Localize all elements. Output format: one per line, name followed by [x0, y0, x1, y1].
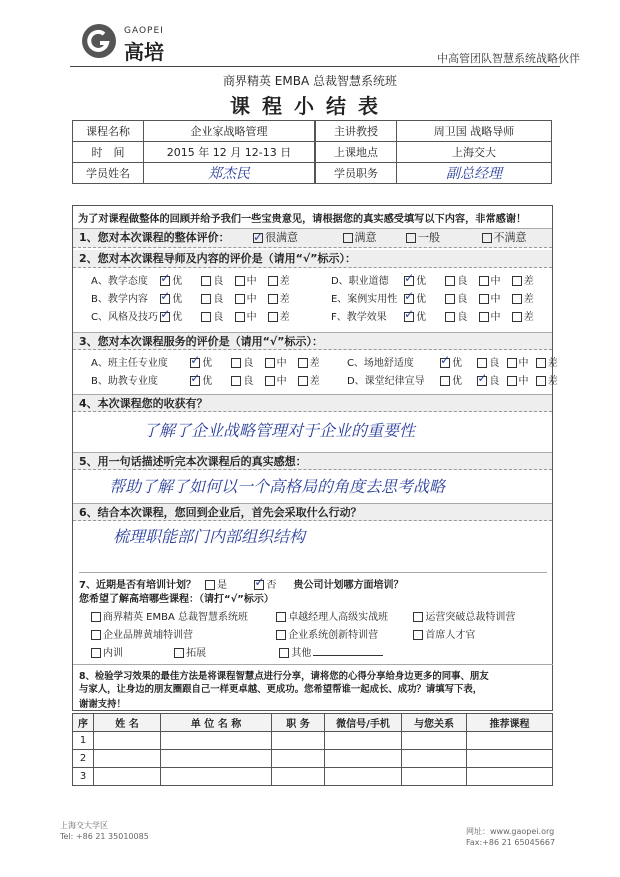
checkbox[interactable]	[276, 630, 286, 640]
course-label: 课程名称	[73, 121, 144, 142]
cell[interactable]	[272, 732, 325, 750]
grade-zhong[interactable]: 中	[235, 290, 265, 305]
grade-zhong[interactable]: 中	[265, 354, 295, 369]
q8-text-1: 8、检验学习效果的最佳方法是将课程智慧点进行分享，请将您的心得分享给身边更多的同事、朋友	[73, 664, 553, 682]
grade-cha[interactable]: 差	[268, 290, 328, 305]
checkbox[interactable]	[413, 630, 423, 640]
grade-you[interactable]: ✓ 优	[404, 272, 442, 287]
q7-row	[79, 572, 547, 591]
checkbox[interactable]	[479, 294, 489, 304]
table-row	[73, 750, 553, 768]
course-option[interactable]: 卓越经理人高级实战班	[276, 608, 410, 623]
q2-row-3	[91, 308, 534, 323]
teacher-label: 主讲教授	[316, 121, 397, 142]
cell[interactable]	[325, 768, 402, 786]
survey-box	[72, 205, 558, 711]
footer-website[interactable]: 网址：www.gaopei.org	[466, 827, 555, 836]
checkbox[interactable]	[507, 358, 517, 368]
grade-cha[interactable]: 差	[512, 272, 534, 287]
q4-header: 4、本次课程您的收获有？	[73, 394, 552, 412]
col-course: 推荐课程	[467, 714, 553, 732]
checkbox[interactable]	[512, 294, 522, 304]
cell[interactable]	[161, 732, 272, 750]
q3-item-a: A、班主任专业度	[91, 358, 168, 369]
checkbox[interactable]	[298, 358, 308, 368]
cell[interactable]	[272, 768, 325, 786]
q3-item-c: C、场地舒适度	[346, 358, 414, 369]
checkbox[interactable]	[254, 580, 264, 590]
student-label: 学员姓名	[73, 163, 144, 184]
grade-you[interactable]: ✓ 优	[160, 308, 198, 323]
grade-cha[interactable]: 差	[536, 354, 558, 369]
checkbox[interactable]	[205, 580, 215, 590]
checkbox[interactable]	[174, 648, 184, 658]
checkbox[interactable]	[235, 294, 245, 304]
checkbox[interactable]	[404, 312, 414, 322]
grade-liang[interactable]: ✓ 良	[477, 372, 503, 387]
checkbox[interactable]	[507, 376, 517, 386]
q2-row-1	[91, 272, 534, 287]
q2-item-a: A、教学态度	[91, 276, 148, 287]
q2-item-d: D、职业道德	[330, 276, 389, 287]
course-option[interactable]: 首席人才官	[413, 626, 475, 641]
course-option[interactable]: 商界精英 EMBA 总裁智慧系统班	[91, 608, 273, 623]
col-wechat: 微信号/手机	[325, 714, 402, 732]
footer-tel: Tel: +86 21 35010085	[60, 832, 149, 841]
student-name-value[interactable]: 郑杰民	[144, 163, 315, 184]
q1-average[interactable]: 一般	[406, 229, 478, 247]
grade-zhong[interactable]: 中	[507, 372, 533, 387]
cell[interactable]	[467, 768, 553, 786]
grade-liang[interactable]: 良	[201, 290, 231, 305]
checkbox[interactable]	[253, 233, 263, 243]
grade-you[interactable]: ✓ 优	[190, 372, 228, 387]
grade-you[interactable]: ✓ 优	[404, 308, 442, 323]
gaopei-logo-icon	[80, 22, 118, 60]
checkbox[interactable]	[440, 376, 450, 386]
place-label: 上课地点	[316, 142, 397, 163]
col-index: 序	[73, 714, 94, 732]
cell[interactable]	[94, 768, 161, 786]
tagline: 中高管团队智慧系统战略伙伴	[437, 52, 580, 65]
checkbox[interactable]	[479, 276, 489, 286]
checkbox[interactable]	[413, 612, 423, 622]
checkbox[interactable]	[91, 648, 101, 658]
q3-item-d: D、课堂纪律宣导	[346, 376, 425, 387]
col-company: 单 位 名 称	[161, 714, 272, 732]
q7-plan-label: 贵公司计划哪方面培训？	[293, 580, 404, 591]
grade-liang[interactable]: 良	[231, 354, 261, 369]
grade-zhong[interactable]: 中	[479, 290, 509, 305]
course-option[interactable]: 其他	[279, 644, 383, 659]
time-label: 时 间	[73, 142, 144, 163]
row-index: 1	[73, 732, 94, 750]
checkbox[interactable]	[512, 312, 522, 322]
grade-zhong[interactable]: 中	[265, 372, 295, 387]
checkbox[interactable]	[536, 376, 546, 386]
checkbox[interactable]	[477, 358, 487, 368]
cell[interactable]	[161, 750, 272, 768]
grade-cha[interactable]: 差	[512, 308, 534, 323]
grade-liang[interactable]: 良	[445, 308, 475, 323]
grade-liang[interactable]: 良	[445, 290, 475, 305]
cell[interactable]	[325, 750, 402, 768]
checkbox[interactable]	[268, 276, 278, 286]
checkbox[interactable]	[235, 312, 245, 322]
checkbox[interactable]	[445, 294, 455, 304]
cell[interactable]	[402, 732, 467, 750]
course-option[interactable]: 运营突破总裁特训营	[413, 608, 515, 623]
row-index: 3	[73, 768, 94, 786]
checkbox[interactable]	[201, 294, 211, 304]
q2-item-f: F、教学效果	[330, 312, 387, 323]
q1-label: 1、您对本次课程的整体评价：	[79, 231, 230, 244]
q7-course-row-1	[91, 608, 515, 623]
grade-cha[interactable]: 差	[536, 372, 558, 387]
q6-answer[interactable]: 梳理职能部门内部组织结构	[113, 527, 306, 546]
grade-liang[interactable]: 良	[231, 372, 261, 387]
q2-header: 2、您对本次课程导师及内容的评价是（请用“√”标示）：	[73, 250, 552, 268]
intro-text: 为了对课程做整体的回顾并给予我们一些宝贵意见，请根据您的真实感受填写以下内容，非常感谢！	[78, 214, 527, 225]
grade-zhong[interactable]: 中	[479, 272, 509, 287]
grade-liang[interactable]: 良	[201, 272, 231, 287]
q7-want-label: 您希望了解高培哪些课程：（请打“√”标示）	[79, 594, 274, 605]
col-relation: 与您关系	[402, 714, 467, 732]
checkbox[interactable]	[445, 276, 455, 286]
q3-row-1	[91, 354, 558, 369]
q4-answer[interactable]: 了解了企业战略管理对于企业的重要性	[143, 421, 416, 440]
q7-no[interactable]: ✓ 否	[254, 576, 282, 591]
grade-liang[interactable]: 良	[201, 308, 231, 323]
q2-item-b: B、教学内容	[91, 294, 148, 305]
footer-fax: Fax:+86 21 65045667	[466, 838, 556, 847]
grade-cha[interactable]: 差	[268, 272, 328, 287]
recommend-table	[72, 713, 553, 786]
checkbox[interactable]	[268, 312, 278, 322]
checkbox[interactable]	[231, 358, 241, 368]
checkbox[interactable]	[404, 276, 414, 286]
cell[interactable]	[402, 750, 467, 768]
col-name: 姓 名	[94, 714, 161, 732]
info-table	[72, 120, 552, 184]
logo-english: GAOPEI	[124, 26, 164, 36]
q3-item-b: B、助教专业度	[91, 376, 158, 387]
grade-you[interactable]: ✓ 优	[440, 354, 474, 369]
row-index: 2	[73, 750, 94, 768]
grade-zhong[interactable]: 中	[235, 308, 265, 323]
grade-zhong[interactable]: 中	[507, 354, 533, 369]
course-option[interactable]: 企业系统创新特训营	[276, 626, 410, 641]
cell[interactable]	[94, 750, 161, 768]
checkbox[interactable]	[190, 376, 200, 386]
checkbox[interactable]	[512, 276, 522, 286]
cell[interactable]	[467, 732, 553, 750]
checkbox[interactable]	[343, 233, 353, 243]
cell[interactable]	[94, 732, 161, 750]
checkbox[interactable]	[231, 376, 241, 386]
q1-satisfied[interactable]: 满意	[343, 229, 403, 247]
grade-you[interactable]: ✓ 优	[160, 272, 198, 287]
checkbox[interactable]	[482, 233, 492, 243]
q5-answer[interactable]: 帮助了解了如何以一个高格局的角度去思考战略	[109, 477, 446, 496]
q8-text-3: 谢谢支持！	[79, 699, 126, 710]
grade-you[interactable]: 优	[440, 372, 474, 387]
grade-zhong[interactable]: 中	[235, 272, 265, 287]
job-label: 学员职务	[316, 163, 397, 184]
checkbox[interactable]	[440, 358, 450, 368]
form-title: 课程小结表	[230, 94, 390, 118]
q6-header: 6、结合本次课程，您回到企业后，首先会采取什么行动？	[73, 503, 552, 521]
q5-header: 5、用一句话描述听完本次课程后的真实感想：	[73, 452, 552, 470]
checkbox[interactable]	[160, 294, 170, 304]
q2-row-2	[91, 290, 534, 305]
checkbox[interactable]	[276, 612, 286, 622]
grade-cha[interactable]: 差	[512, 290, 534, 305]
grade-cha[interactable]: 差	[298, 354, 344, 369]
q1-section	[73, 228, 552, 248]
course-option[interactable]: 拓展	[174, 644, 276, 659]
checkbox[interactable]	[445, 312, 455, 322]
cell[interactable]	[402, 768, 467, 786]
q1-unsatisfied[interactable]: 不满意	[482, 229, 527, 247]
cell[interactable]	[467, 750, 553, 768]
checkbox[interactable]	[91, 612, 101, 622]
checkbox[interactable]	[404, 294, 414, 304]
footer-address: 上海交大学区	[60, 821, 108, 830]
course-name: 商界精英 EMBA 总裁智慧系统班	[222, 74, 397, 88]
col-position: 职 务	[272, 714, 325, 732]
q3-header: 3、您对本次课程服务的评价是（请用“√”标示）：	[73, 332, 552, 350]
time-value[interactable]: 2015 年 12 月 12-13 日	[144, 142, 315, 163]
checkbox[interactable]	[265, 358, 275, 368]
grade-you[interactable]: ✓ 优	[160, 290, 198, 305]
logo-chinese: 高培	[124, 40, 164, 64]
q7-yes[interactable]: 是	[205, 576, 251, 591]
course-option[interactable]: 企业品牌黄埔特训营	[91, 626, 273, 641]
grade-you[interactable]: ✓ 优	[190, 354, 228, 369]
grade-you[interactable]: ✓ 优	[404, 290, 442, 305]
course-option[interactable]: 内训	[91, 644, 171, 659]
grade-cha[interactable]: 差	[298, 372, 344, 387]
checkbox[interactable]	[265, 376, 275, 386]
checkbox[interactable]	[91, 630, 101, 640]
checkbox[interactable]	[479, 312, 489, 322]
grade-cha[interactable]: 差	[268, 308, 328, 323]
course-value[interactable]: 企业家战略管理	[144, 121, 315, 142]
grade-liang[interactable]: 良	[445, 272, 475, 287]
q7-course-row-3	[91, 644, 383, 659]
checkbox[interactable]	[477, 376, 487, 386]
q8-text-2: 与家人，让身边的朋友圈跟自己一样更卓越、更成功。您希望帮谁一起成长、成功？请填写下表，	[79, 684, 483, 695]
checkbox[interactable]	[406, 233, 416, 243]
grade-liang[interactable]: 良	[477, 354, 503, 369]
table-row	[73, 732, 553, 750]
checkbox[interactable]	[298, 376, 308, 386]
checkbox[interactable]	[201, 312, 211, 322]
checkbox[interactable]	[160, 276, 170, 286]
checkbox[interactable]	[235, 276, 245, 286]
job-value[interactable]: 副总经理	[397, 163, 552, 184]
grade-zhong[interactable]: 中	[479, 308, 509, 323]
q2-item-c: C、风格及技巧	[91, 312, 158, 323]
q7-label: 7、近期是否有培训计划？	[79, 580, 196, 591]
checkbox[interactable]	[160, 312, 170, 322]
checkbox[interactable]	[190, 358, 200, 368]
header-divider	[70, 66, 560, 67]
checkbox[interactable]	[279, 648, 289, 658]
q1-very-satisfied[interactable]: ✓ 很满意	[253, 229, 339, 247]
cell[interactable]	[161, 768, 272, 786]
checkbox[interactable]	[201, 276, 211, 286]
checkbox[interactable]	[268, 294, 278, 304]
q7-course-row-2	[91, 626, 475, 641]
place-value[interactable]: 上海交大	[397, 142, 552, 163]
teacher-value[interactable]: 周卫国 战略导师	[397, 121, 552, 142]
cell[interactable]	[325, 732, 402, 750]
q3-row-2	[91, 372, 558, 387]
cell[interactable]	[272, 750, 325, 768]
table-row	[73, 768, 553, 786]
q2-item-e: E、案例实用性	[330, 294, 398, 305]
checkbox[interactable]	[536, 358, 546, 368]
